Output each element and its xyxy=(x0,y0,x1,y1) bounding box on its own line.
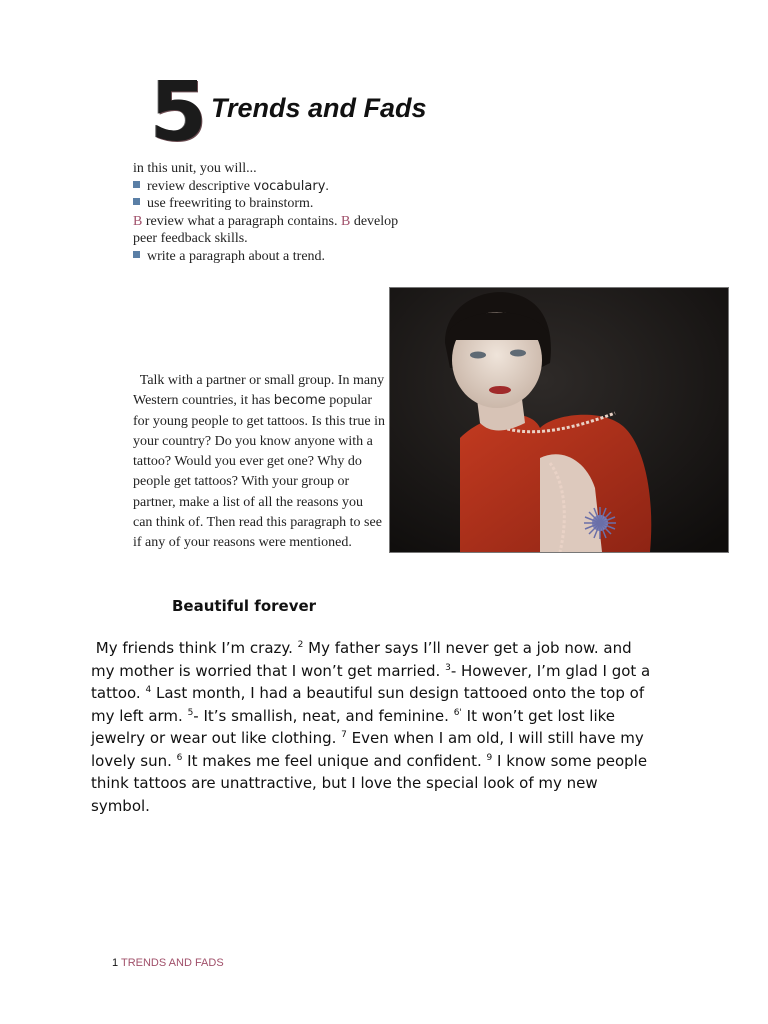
sentence-number: 5 xyxy=(187,707,194,718)
sentence-number: 7 xyxy=(341,730,347,740)
objective-item: B review what a paragraph contains. B develop xyxy=(133,213,399,229)
objective-item-continued: peer feedback skills. xyxy=(133,231,248,246)
tattoo-photo xyxy=(389,287,729,553)
b-marker: B xyxy=(340,213,351,229)
b-marker: B xyxy=(133,213,143,229)
sentence-number: 6 xyxy=(176,752,183,763)
sentence-number: 9 xyxy=(486,752,493,763)
sentence-number: 2 xyxy=(297,640,304,650)
unit-number: 5 xyxy=(150,65,206,160)
sentence-number: 3 xyxy=(445,662,451,673)
objectives-intro: in this unit, you will... xyxy=(133,161,257,176)
running-footer-label: TRENDS AND FADS xyxy=(120,957,224,969)
square-bullet-icon xyxy=(133,198,140,205)
sentence-number: 6' xyxy=(453,707,462,718)
reading-paragraph: My friends think I’m crazy. $^2$ My father says I’ll never get a job now. and my mother is worried that I won’t get married. $^3$- However, I’m glad I got a tattoo. $^4$ Last month, I had a beautiful sun design tattooed onto the top of my left arm. $^5$- It’s smallish, neat, and feminine. $^{6'}$ It won’t get lost like jewelry or wear out like clothing. $^7$ Even when I am old, I will still have my lovely sun. $^6$ It makes me feel unique and confident. $^9$ I know some people think tattoos are unattractive, but I love the special look of my new symbol. xyxy=(91,639,651,815)
square-bullet-icon xyxy=(133,181,140,188)
page-number: 1 xyxy=(112,957,119,969)
square-bullet-icon xyxy=(133,251,140,258)
objective-item: review descriptive vocabulary. xyxy=(133,178,423,196)
objective-item: use freewriting to brainstorm. xyxy=(133,195,423,213)
unit-title: Trends and Fads xyxy=(211,93,427,123)
page-footer xyxy=(112,957,224,969)
discussion-prompt: Talk with a partner or small group. In many Western countries, it has become popular for young people to get tattoos. Is this true in your country? Do you know anyone with a tattoo? Would you ever get one? Why do people get tattoos? With your group or partner, make a list of all the reasons you can think of. Then read this paragraph to see if any of your reasons were mentioned. xyxy=(133,373,385,551)
objective-item: write a paragraph about a trend. xyxy=(133,248,423,266)
reading-title: Beautiful forever xyxy=(172,597,317,615)
unit-objectives xyxy=(133,160,423,265)
sentence-number: 4 xyxy=(145,685,152,695)
